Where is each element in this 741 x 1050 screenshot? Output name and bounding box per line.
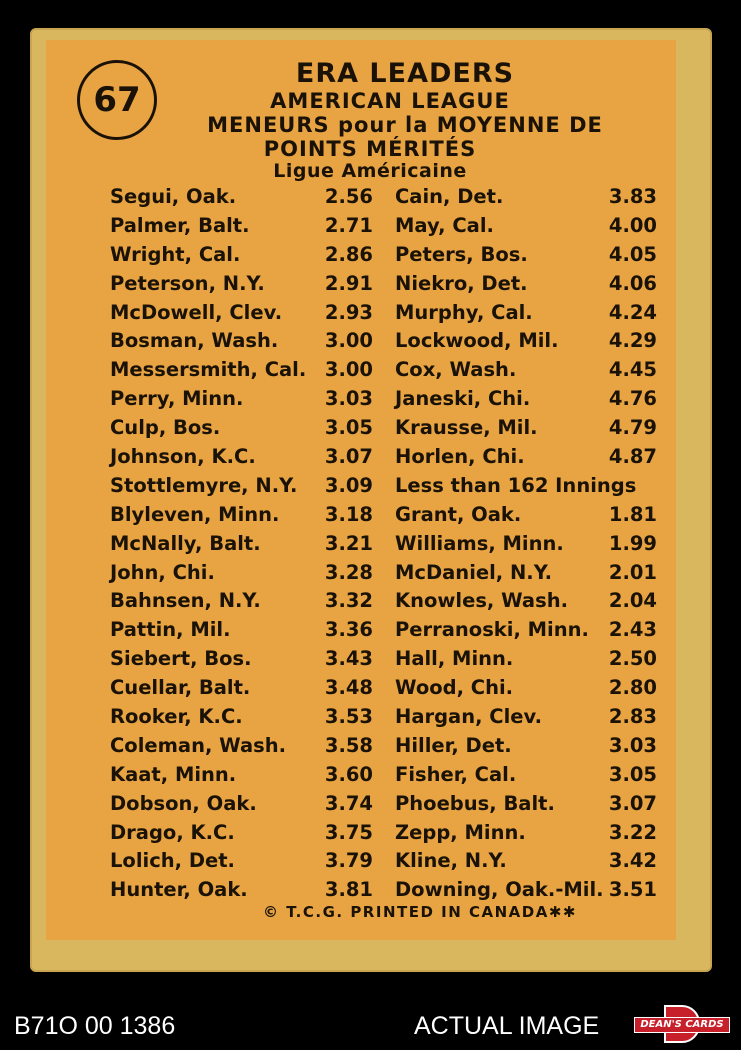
era-value: 4.06 [608, 271, 657, 295]
french-heading-line3: Ligue Américaine [273, 160, 467, 182]
era-value: 2.71 [324, 213, 373, 237]
leader-row [110, 790, 373, 819]
league-heading: AMERICAN LEAGUE [270, 89, 510, 113]
short-innings-subheading [395, 472, 657, 501]
pitcher-name: Cuellar, Balt. [110, 676, 251, 700]
era-value: 3.81 [324, 878, 373, 902]
pitcher-name: Drago, K.C. [110, 820, 235, 844]
leader-row [395, 385, 657, 414]
right-leaders-column [395, 183, 657, 905]
era-value: 3.09 [324, 473, 373, 497]
leader-row [395, 674, 657, 703]
era-value: 2.01 [608, 560, 657, 584]
era-value: 4.45 [608, 358, 657, 382]
pitcher-name: McDaniel, N.Y. [395, 560, 553, 584]
pitcher-name: McDowell, Clev. [110, 300, 283, 324]
leader-row [110, 183, 373, 212]
pitcher-name: Messersmith, Cal. [110, 358, 307, 382]
era-value: 2.93 [324, 300, 373, 324]
era-value: 3.05 [608, 762, 657, 786]
leader-row [395, 761, 657, 790]
era-value: 2.80 [608, 676, 657, 700]
pitcher-name: May, Cal. [395, 213, 494, 237]
era-value: 4.24 [608, 300, 657, 324]
era-value: 3.21 [324, 531, 373, 555]
era-value: 3.00 [324, 329, 373, 353]
leader-row [395, 241, 657, 270]
pitcher-name: Fisher, Cal. [395, 762, 517, 786]
era-value: 3.22 [608, 820, 657, 844]
card-title: ERA LEADERS [295, 58, 515, 89]
leader-row [395, 530, 657, 559]
pitcher-name: McNally, Balt. [110, 531, 261, 555]
pitcher-name: Murphy, Cal. [395, 300, 533, 324]
pitcher-name: Cox, Wash. [395, 358, 517, 382]
leader-row [395, 299, 657, 328]
leader-row [395, 703, 657, 732]
leader-row [110, 732, 373, 761]
leader-row [395, 212, 657, 241]
era-value: 3.53 [324, 705, 373, 729]
leader-row [395, 732, 657, 761]
pitcher-name: Horlen, Chi. [395, 445, 525, 469]
era-value: 4.00 [608, 213, 657, 237]
pitcher-name: Stottlemyre, N.Y. [110, 473, 298, 497]
era-value: 3.43 [324, 647, 373, 671]
leader-row [110, 472, 373, 501]
era-value: 3.03 [324, 387, 373, 411]
era-value: 3.58 [324, 733, 373, 757]
leader-row [110, 414, 373, 443]
card-number: 67 [93, 80, 141, 120]
era-value: 2.91 [324, 271, 373, 295]
pitcher-name: Janeski, Chi. [395, 387, 531, 411]
era-value: 3.18 [324, 502, 373, 526]
era-value: 3.03 [608, 733, 657, 757]
leader-row [395, 356, 657, 385]
leader-row [110, 559, 373, 588]
leader-row [395, 501, 657, 530]
pitcher-name: Bosman, Wash. [110, 329, 279, 353]
leader-row [110, 587, 373, 616]
pitcher-name: Perranoski, Minn. [395, 618, 589, 642]
leader-row [395, 443, 657, 472]
leader-row [395, 559, 657, 588]
pitcher-name: Lockwood, Mil. [395, 329, 559, 353]
pitcher-name: Peterson, N.Y. [110, 271, 265, 295]
item-code: B71O 00 1386 [14, 1012, 176, 1040]
pitcher-name: Knowles, Wash. [395, 589, 568, 613]
pitcher-name: Johnson, K.C. [110, 445, 256, 469]
leader-row [110, 443, 373, 472]
pitcher-name: Blyleven, Minn. [110, 502, 280, 526]
leader-row [110, 241, 373, 270]
leader-row [110, 847, 373, 876]
subheading-text: Less than 162 Innings [395, 473, 637, 497]
leader-row [110, 270, 373, 299]
pitcher-name: Segui, Oak. [110, 185, 237, 208]
era-value: 3.51 [608, 878, 657, 902]
leader-row [395, 819, 657, 848]
pitcher-name: Williams, Minn. [395, 531, 564, 555]
pitcher-name: Niekro, Det. [395, 271, 528, 295]
leader-row [110, 674, 373, 703]
leader-row [110, 645, 373, 674]
leader-row [110, 356, 373, 385]
leader-row [395, 327, 657, 356]
pitcher-name: Phoebus, Balt. [395, 791, 555, 815]
pitcher-name: Pattin, Mil. [110, 618, 231, 642]
era-value: 3.74 [324, 791, 373, 815]
pitcher-name: Downing, Oak.-Mil. [395, 878, 604, 902]
era-value: 3.00 [324, 358, 373, 382]
era-value: 4.87 [608, 445, 657, 469]
era-value: 4.05 [608, 242, 657, 266]
pitcher-name: Hall, Minn. [395, 647, 514, 671]
leader-row [110, 299, 373, 328]
leader-row [110, 819, 373, 848]
pitcher-name: Palmer, Balt. [110, 213, 250, 237]
actual-image-label: ACTUAL IMAGE [414, 1012, 600, 1040]
leader-row [395, 876, 657, 905]
pitcher-name: Kaat, Minn. [110, 762, 237, 786]
leader-row [395, 270, 657, 299]
pitcher-name: John, Chi. [110, 560, 215, 584]
era-value: 3.07 [608, 791, 657, 815]
era-value: 3.32 [324, 589, 373, 613]
leader-row [110, 385, 373, 414]
pitcher-name: Hargan, Clev. [395, 705, 543, 729]
leader-row [110, 876, 373, 905]
era-value: 3.60 [324, 762, 373, 786]
pitcher-name: Kline, N.Y. [395, 849, 507, 873]
leader-row [395, 414, 657, 443]
era-value: 2.43 [608, 618, 657, 642]
era-value: 3.36 [324, 618, 373, 642]
era-value: 3.48 [324, 676, 373, 700]
leader-row [110, 530, 373, 559]
era-value: 4.79 [608, 416, 657, 440]
era-value: 3.05 [324, 416, 373, 440]
pitcher-name: Cain, Det. [395, 185, 504, 208]
era-value: 3.42 [608, 849, 657, 873]
leader-row [395, 616, 657, 645]
leader-row [110, 703, 373, 732]
pitcher-name: Wright, Cal. [110, 242, 241, 266]
deans-cards-logo [634, 1005, 730, 1043]
era-value: 3.07 [324, 445, 373, 469]
pitcher-name: Hunter, Oak. [110, 878, 248, 902]
pitcher-name: Grant, Oak. [395, 502, 522, 526]
pitcher-name: Culp, Bos. [110, 416, 221, 440]
leader-row [110, 212, 373, 241]
pitcher-name: Lolich, Det. [110, 849, 235, 873]
pitcher-name: Zepp, Minn. [395, 820, 526, 844]
era-value: 4.29 [608, 329, 657, 353]
leader-row [395, 790, 657, 819]
era-value: 3.75 [324, 820, 373, 844]
pitcher-name: Peters, Bos. [395, 242, 528, 266]
leader-row [395, 183, 657, 212]
pitcher-name: Dobson, Oak. [110, 791, 257, 815]
era-value: 1.81 [608, 502, 657, 526]
left-leaders-column [110, 183, 373, 905]
pitcher-name: Wood, Chi. [395, 676, 514, 700]
era-value: 2.04 [608, 589, 657, 613]
pitcher-name: Siebert, Bos. [110, 647, 252, 671]
pitcher-name: Perry, Minn. [110, 387, 244, 411]
logo-text: DEAN'S CARDS [634, 1017, 730, 1033]
french-heading-line1: MENEURS pour la MOYENNE DE [207, 113, 603, 137]
era-value: 4.76 [608, 387, 657, 411]
leader-row [110, 501, 373, 530]
pitcher-name: Bahnsen, N.Y. [110, 589, 261, 613]
card-number-badge [77, 60, 157, 140]
era-value: 3.28 [324, 560, 373, 584]
era-value: 2.56 [324, 185, 373, 208]
leader-row [110, 616, 373, 645]
pitcher-name: Krausse, Mil. [395, 416, 538, 440]
leader-row [395, 645, 657, 674]
era-value: 3.79 [324, 849, 373, 873]
leader-row [395, 587, 657, 616]
leader-row [395, 847, 657, 876]
era-value: 3.83 [608, 185, 657, 208]
leader-row [110, 761, 373, 790]
french-heading-line2: POINTS MÉRITÉS [263, 137, 477, 161]
copyright-footer: © T.C.G. PRINTED IN CANADA✱✱ [263, 903, 577, 921]
pitcher-name: Rooker, K.C. [110, 705, 243, 729]
pitcher-name: Coleman, Wash. [110, 733, 287, 757]
era-value: 1.99 [608, 531, 657, 555]
era-value: 2.86 [324, 242, 373, 266]
era-value: 2.50 [608, 647, 657, 671]
era-value: 2.83 [608, 705, 657, 729]
leader-row [110, 327, 373, 356]
pitcher-name: Hiller, Det. [395, 733, 512, 757]
